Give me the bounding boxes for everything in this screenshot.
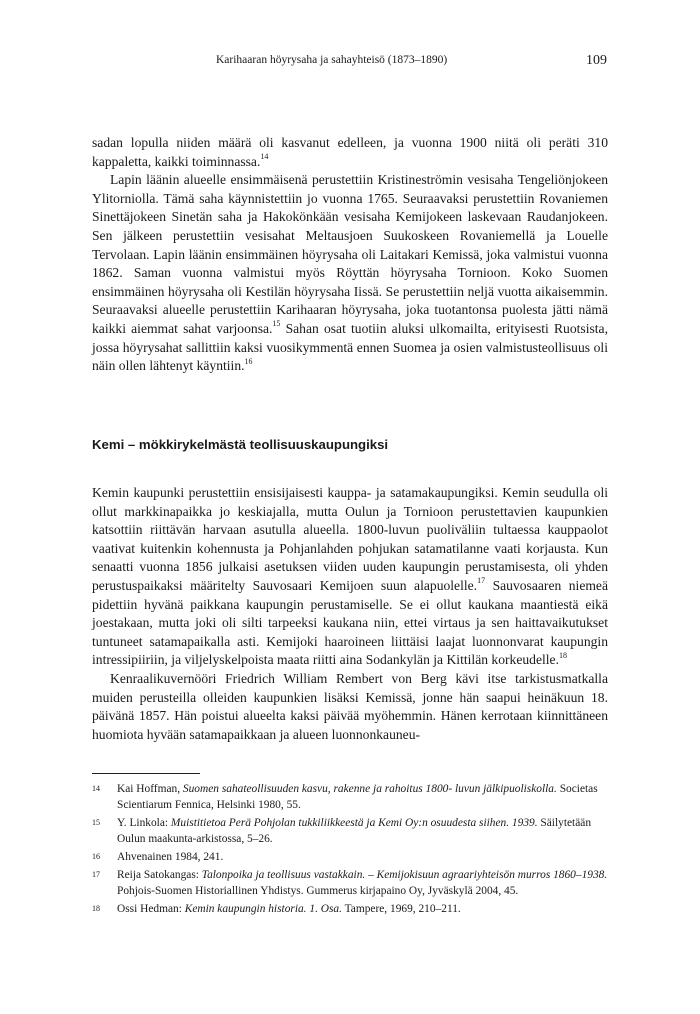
footnote-14 xyxy=(92,781,608,813)
footnote-text xyxy=(117,851,223,863)
text-run: Kai Hoffman, xyxy=(117,783,183,795)
text-run: Sauvosaaren niemeä pidettiin hyvänä paikkana kaupungin perustamiselle. Se ei ollut kaukana maantiestä eikä joestakaan, mutta joki oli silti tarpeeksi kaukana niin, ettei virtaus ja sen haittavaikutukset tuntuneet satamapaikalla asti. Kemijoki haaroineen liittäisi laajat luonnonvarat kaupungin intressipiiriin, ja viljelyskelpoista maata riitti aina Sodankylän ja Kittilän korkeudelle. xyxy=(92,577,609,668)
body-text-top xyxy=(92,134,608,376)
italic-title: Kemin kaupungin historia. 1. Osa. xyxy=(184,903,342,915)
footnote-number: 18 xyxy=(92,904,100,913)
text-run: Sahan osat tuotiin aluksi ulkomailta, erityisesti Ruotsista, jossa höyrysahat sallittiin kaksi vuosikymmentä ennen Suomea ja osien valmistusteollisuus oli näin ollen lähtenyt käyntiin. xyxy=(92,320,608,374)
text-run: Ossi Hedman: xyxy=(117,903,185,915)
footnote-divider xyxy=(92,773,200,774)
italic-title: Muistitietoa Perä Pohjolan tukkiliikkeestä ja Kemi Oy:n osuudesta siihen. 1939. xyxy=(170,817,538,829)
body-text-bottom xyxy=(92,484,608,744)
text-run: Kenraalikuvernööri Friedrich William Rembert von Berg kävi itse tarkistusmatkalla muiden perusteilla olleiden kaupunkien lisäksi Kemissä, jonne hän saapui heinäkuun 18. päivänä 1857. Hän poistui alueelta kaksi päivää myöhemmin. Hänen kerrotaan kiinnittäneen huomiota hyvään satamapaikkaan ja alueen luonnonkauneu- xyxy=(92,670,608,742)
running-header xyxy=(92,54,607,74)
footnote-ref-18[interactable]: 18 xyxy=(559,650,567,660)
paragraph xyxy=(92,484,608,670)
footnote-ref-15[interactable]: 15 xyxy=(272,319,281,329)
footnote-number: 16 xyxy=(92,852,100,861)
paragraph xyxy=(92,171,608,376)
text-run: sadan lopulla niiden määrä oli kasvanut edelleen, ja vuonna 1900 niitä oli peräti 310 kappaletta, kaikki toiminnassa. xyxy=(92,135,608,169)
italic-title: Talonpoika ja teollisuus vastakkain. – Kemijokisuun agraariyhteisön murros 1860–1938. xyxy=(201,869,608,881)
footnotes xyxy=(92,781,608,919)
footnote-17 xyxy=(92,867,608,899)
section-heading: Kemi – mökkirykelmästä teollisuuskaupungiksi xyxy=(92,437,389,452)
italic-title: Suomen sahateollisuuden kasvu, rakenne ja rahoitus 1800- luvun jälkipuoliskolla. xyxy=(182,783,557,795)
footnote-16 xyxy=(92,849,608,865)
footnote-number: 17 xyxy=(92,870,100,879)
running-title: Karihaaran höyrysaha ja sahayhteisö (1873–1890) xyxy=(216,54,448,66)
text-run: Säilytetään Oulun maakunta-arkistossa, 5–26. xyxy=(117,817,592,845)
text-run: Reija Satokangas: xyxy=(117,869,202,881)
text-run: Ahvenainen 1984, 241. xyxy=(117,851,224,863)
footnote-text xyxy=(117,903,461,915)
paragraph xyxy=(92,134,608,171)
page-number: 109 xyxy=(586,53,607,68)
text-run: Y. Linkola: xyxy=(117,817,171,829)
text-run: Tampere, 1969, 210–211. xyxy=(341,903,461,915)
footnote-15 xyxy=(92,815,608,847)
text-run: Societas Scientiarum Fennica, Helsinki 1980, 55. xyxy=(117,783,598,811)
footnote-ref-16[interactable]: 16 xyxy=(244,356,253,366)
text-run: Pohjois-Suomen Historiallinen Yhdistys. Gummerus kirjapaino Oy, Jyväskylä 2004, 45. xyxy=(117,885,519,897)
paragraph xyxy=(92,670,608,744)
footnote-text xyxy=(117,869,607,897)
footnote-18 xyxy=(92,901,608,917)
footnote-text xyxy=(117,783,598,811)
footnote-ref-14[interactable]: 14 xyxy=(260,152,269,162)
footnote-number: 15 xyxy=(92,818,100,827)
text-run: Kemin kaupunki perustettiin ensisijaisesti kauppa- ja satamakaupungiksi. Kemin seudulla oli ollut markkinapaikka jo keskiajalla, mutta Oulun ja Tornioon perustettavien kaupunkien katsottiin riittävän harvaan asutulla alueella. 1800-luvun puoliväliin tultaessa kauppaolot vaativat kuitenkin kohennusta ja Pohjanlahden pohjukan satamatilanne vaati korjausta. Kun senaatti vuonna 1856 julkaisi asetuksen viiden uuden kaupungin perustamisesta, oli yhden perustuspaikaksi määritelty Sauvosaari Kemijoen suun alapuolelle. xyxy=(92,485,608,593)
footnote-number: 14 xyxy=(92,784,100,793)
footnote-ref-17[interactable]: 17 xyxy=(477,576,486,586)
text-run: Lapin läänin alueelle ensimmäisenä perustettiin Kristineströmin vesisaha Tengeliönjokeen Ylitorniolla. Tämä saha käynnistettiin jo vuonna 1765. Seuraavaksi perustettiin Rovaniemen Sinettäjokeen Sinetän saha ja Hakokönkään vesisaha Kemijokeen laskevaan Raudanjokeen. Sen jälkeen perustettiin vesisahat Meltausjoen Suukoskeen Rovaniemellä ja Louelle Tervolaan. Lapin läänin ensimmäinen höyrysaha oli Laitakari Kemissä, joka valmistui vuonna 1862. Saman vuonna valmistui myös Röyttän höyrysaha Tornioon. Koko Suomen ensimmäinen höyrysaha oli Kestilän höyrysaha Iissä. Se perustettiin neljä vuotta aikaisemmin. Seuraavaksi alueelle perustettiin Karihaaran höyrysaha, joka tuotantonsa puolesta jätti nämä kaikki aiemmat sahat varjoonsa. xyxy=(92,172,608,336)
footnote-text xyxy=(117,817,591,845)
